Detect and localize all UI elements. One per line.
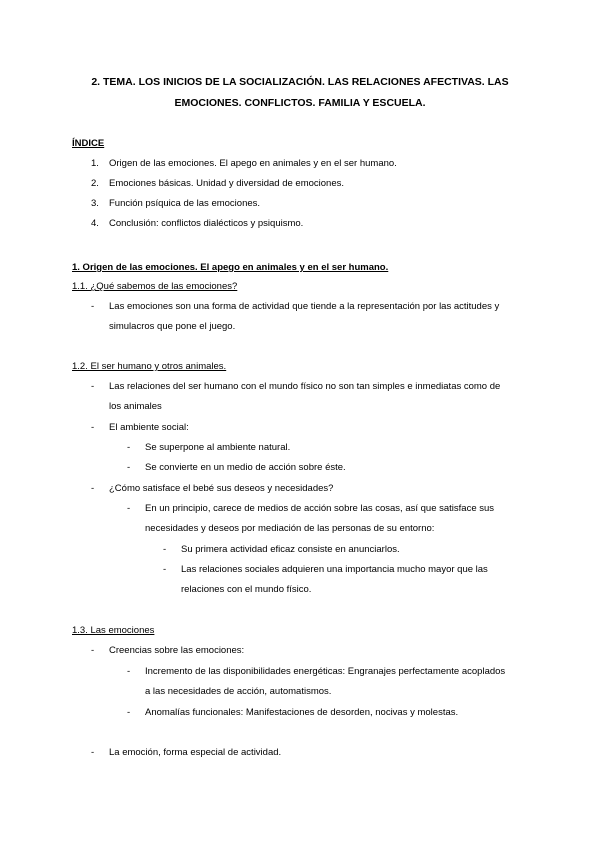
paragraph-line: Las relaciones sociales adquieren una importancia mucho mayor que las: [181, 564, 488, 575]
section1-heading: 1. Origen de las emociones. El apego en animales y en el ser humano.: [72, 262, 389, 273]
subsection-1-2-heading: 1.2. El ser humano y otros animales.: [72, 361, 227, 372]
subsection-1-1-heading: 1.1. ¿Qué sabemos de las emociones?: [72, 281, 238, 292]
paragraph-line: Las relaciones del ser humano con el mundo físico no son tan simples e inmediatas como de: [109, 381, 501, 392]
list-item: Se convierte en un medio de acción sobre éste.: [145, 462, 346, 473]
bullet-dash: -: [127, 442, 131, 453]
paragraph-line: los animales: [109, 401, 162, 412]
bullet-dash: -: [127, 462, 131, 473]
subsection-1-3-heading: 1.3. Las emociones: [72, 625, 155, 636]
list-item: Se superpone al ambiente natural.: [145, 442, 291, 453]
index-item-text: Función psíquica de las emociones.: [109, 198, 261, 209]
bullet-dash: -: [91, 483, 95, 494]
index-item-number: 3.: [91, 198, 99, 209]
index-item-text: Emociones básicas. Unidad y diversidad de emociones.: [109, 178, 344, 189]
document-title-line2: EMOCIONES. CONFLICTOS. FAMILIA Y ESCUELA.: [174, 97, 426, 109]
index-item-text: Origen de las emociones. El apego en animales y en el ser humano.: [109, 158, 397, 169]
bullet-dash: -: [91, 422, 95, 433]
list-item: Su primera actividad eficaz consiste en anunciarlos.: [181, 544, 400, 555]
bullet-dash: -: [91, 381, 95, 392]
index-item-number: 4.: [91, 218, 99, 229]
index-item-number: 2.: [91, 178, 99, 189]
bullet-dash: -: [91, 747, 95, 758]
paragraph-line: simulacros que pone el juego.: [109, 321, 236, 332]
bullet-dash: -: [127, 707, 131, 718]
bullet-dash: -: [163, 544, 167, 555]
paragraph-line: a las necesidades de acción, automatismos.: [145, 686, 332, 697]
index-heading: ÍNDICE: [72, 138, 105, 149]
bullet-dash: -: [127, 666, 131, 677]
list-item: ¿Cómo satisface el bebé sus deseos y necesidades?: [109, 483, 334, 494]
list-item: Anomalías funcionales: Manifestaciones de desorden, nocivas y molestas.: [145, 707, 459, 718]
paragraph-line: Las emociones son una forma de actividad que tiende a la representación por las actitudes y: [109, 301, 500, 312]
index-item-text: Conclusión: conflictos dialécticos y psiquismo.: [109, 218, 304, 229]
index-item-number: 1.: [91, 158, 99, 169]
paragraph-line: Incremento de las disponibilidades energéticas: Engranajes perfectamente acoplados: [145, 666, 506, 677]
list-item: El ambiente social:: [109, 422, 189, 433]
paragraph-line: necesidades y deseos por mediación de las personas de su entorno:: [145, 523, 435, 534]
bullet-dash: -: [91, 645, 95, 656]
bullet-dash: -: [163, 564, 167, 575]
paragraph-line: relaciones con el mundo físico.: [181, 584, 312, 595]
document-title-line1: 2. TEMA. LOS INICIOS DE LA SOCIALIZACIÓN. LAS RELACIONES AFECTIVAS. LAS: [91, 76, 509, 88]
paragraph-line: En un principio, carece de medios de acción sobre las cosas, así que satisface sus: [145, 503, 495, 514]
list-item: Creencias sobre las emociones:: [109, 645, 245, 656]
bullet-dash: -: [91, 301, 95, 312]
list-item: La emoción, forma especial de actividad.: [109, 747, 282, 758]
bullet-dash: -: [127, 503, 131, 514]
